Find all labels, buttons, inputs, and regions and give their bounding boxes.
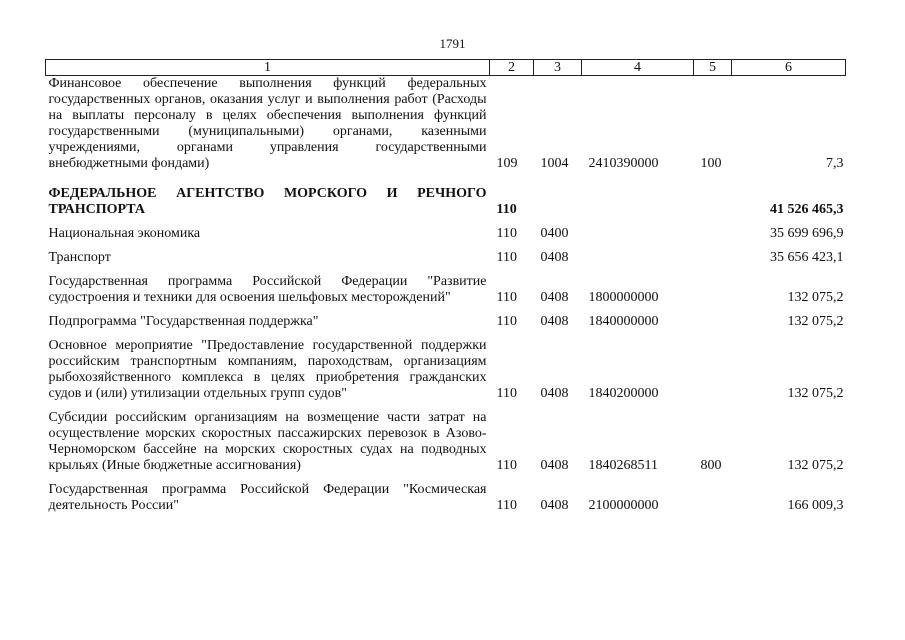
page-number: 1791 (439, 36, 466, 51)
row-section: 0408 (540, 458, 569, 473)
row-amount: 132 075,2 (787, 314, 844, 329)
table-row (46, 242, 846, 266)
row-amount: 132 075,2 (787, 386, 844, 401)
row-ministry: 110 (496, 290, 517, 305)
header-col-1: 1 (46, 60, 490, 76)
table-row (46, 218, 846, 242)
row-section: 0408 (540, 498, 569, 513)
row-expense-type (694, 172, 732, 218)
row-name: Национальная экономика (48, 226, 201, 241)
table-row (46, 330, 846, 402)
row-name: ФЕДЕРАЛЬНОЕ АГЕНТСТВО МОРСКОГО И РЕЧНОГО ТРАНСПОРТА (48, 186, 487, 217)
row-section: 0408 (540, 250, 569, 265)
row-ministry: 110 (496, 202, 517, 217)
row-target: 1840000000 (588, 314, 659, 329)
row-section (534, 172, 582, 218)
row-section: 1004 (540, 156, 569, 171)
row-ministry: 109 (496, 156, 518, 171)
row-amount: 132 075,2 (787, 290, 844, 305)
row-amount: 166 009,3 (787, 498, 844, 513)
row-section: 0408 (540, 290, 569, 305)
row-target (582, 218, 694, 242)
table-row (46, 172, 846, 218)
header-col-2: 2 (490, 60, 534, 76)
row-name: Транспорт (48, 250, 111, 265)
row-name: Финансовое обеспечение выполнения функций федеральных государственных органов, оказания услуг и выполнения работ (Расходы на выплаты персоналу в целях обеспечения выполнения функций государственными (муниципальными) органами, казенными учреждениями, органами управления государственными внебюджетными фондами) (48, 76, 487, 171)
row-expense-type (694, 242, 732, 266)
row-name: Субсидии российским организациям на возмещение части затрат на осуществление морских скоростных пассажирских перевозок в Азово-Черноморском бассейне на морских скоростных судах на подводных крыльях (Иные бюджетные ассигнования) (48, 410, 487, 473)
row-name: Основное мероприятие "Предоставление государственной поддержки российским транспортным компаниям, пароходствам, организациям рыбохозяйственного комплекса в целях приобретения гражданских судов и (или) утилизации отдельных групп судов" (48, 338, 487, 401)
row-amount: 132 075,2 (787, 458, 844, 473)
row-expense-type (694, 474, 732, 514)
row-section: 0408 (540, 314, 569, 329)
row-target: 1840200000 (588, 386, 659, 401)
table-row (46, 402, 846, 474)
row-amount: 41 526 465,3 (770, 202, 844, 217)
row-expense-type (694, 330, 732, 402)
row-target (582, 172, 694, 218)
row-target: 1840268511 (588, 458, 658, 473)
table-row (46, 474, 846, 514)
budget-table (45, 59, 846, 514)
row-name: Государственная программа Российской Федерации "Космическая деятельность России" (48, 482, 487, 513)
row-name: Подпрограмма "Государственная поддержка" (48, 314, 319, 329)
row-ministry: 110 (496, 458, 517, 473)
table-row (46, 266, 846, 306)
table-header-row (46, 60, 846, 76)
row-ministry: 110 (496, 314, 517, 329)
header-col-6: 6 (732, 60, 846, 76)
row-target: 2410390000 (588, 156, 659, 171)
row-expense-type (694, 306, 732, 330)
row-expense-type: 100 (700, 156, 722, 171)
row-amount: 35 656 423,1 (770, 250, 844, 265)
header-col-4: 4 (582, 60, 694, 76)
row-target: 1800000000 (588, 290, 659, 305)
row-section: 0400 (540, 226, 569, 241)
row-ministry: 110 (496, 250, 517, 265)
header-col-5: 5 (694, 60, 732, 76)
row-name: Государственная программа Российской Федерации "Развитие судостроения и техники для освоения шельфовых месторождений" (48, 274, 487, 305)
row-ministry: 110 (496, 498, 517, 513)
row-amount: 7,3 (826, 156, 844, 171)
row-section: 0408 (540, 386, 569, 401)
row-ministry: 110 (496, 386, 517, 401)
row-expense-type (694, 266, 732, 306)
table-row (46, 306, 846, 330)
row-expense-type: 800 (700, 458, 722, 473)
row-target (582, 242, 694, 266)
row-amount: 35 699 696,9 (770, 226, 844, 241)
header-col-3: 3 (534, 60, 582, 76)
row-target: 2100000000 (588, 498, 659, 513)
table-row (46, 76, 846, 173)
row-expense-type (694, 218, 732, 242)
row-ministry: 110 (496, 226, 517, 241)
